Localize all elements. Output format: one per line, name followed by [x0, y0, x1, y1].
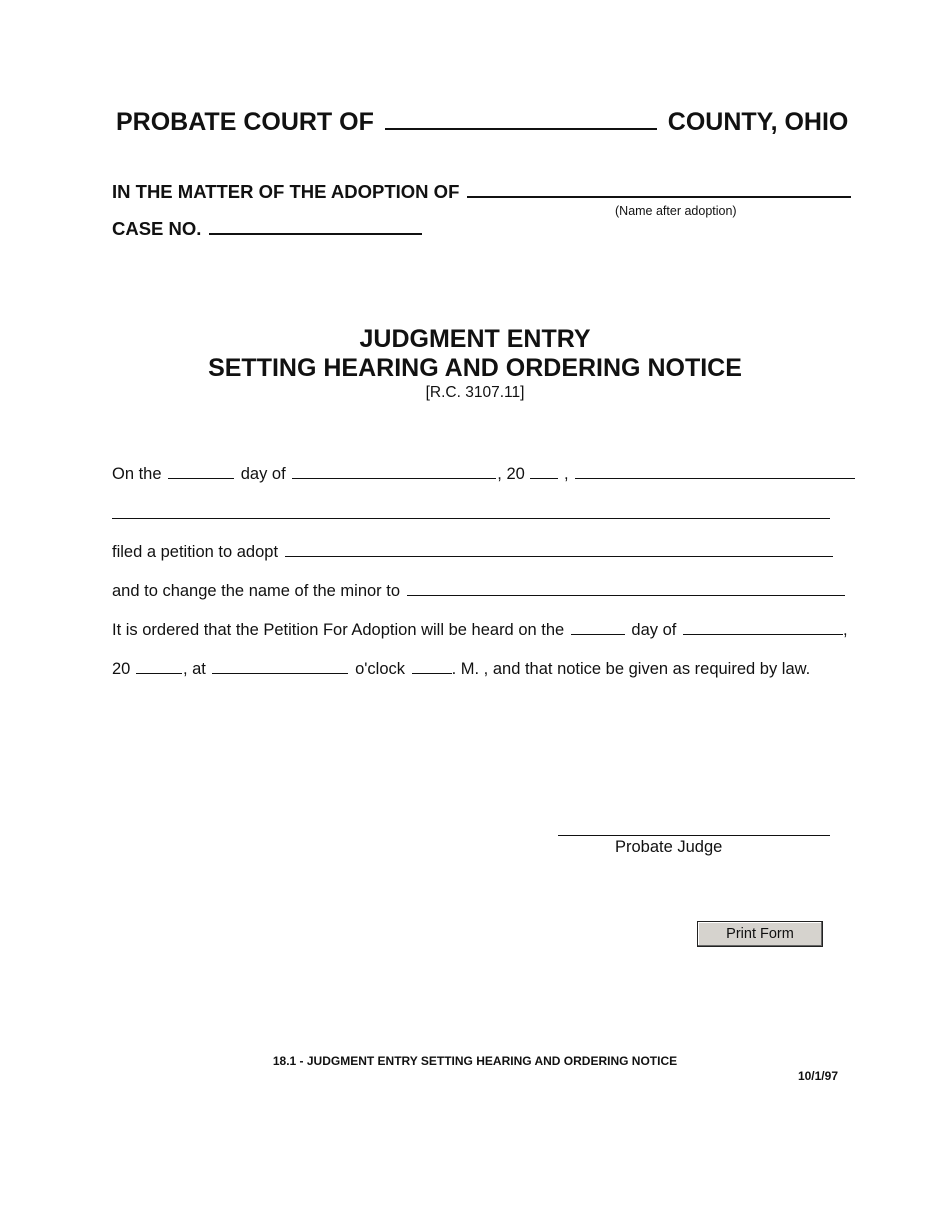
- footer-revision-date: 10/1/97: [797, 1069, 838, 1083]
- court-suffix: COUNTY, OHIO: [667, 108, 849, 136]
- hearing-time-blank[interactable]: [212, 672, 348, 674]
- at-label: , at: [182, 660, 206, 678]
- petition-line: [112, 543, 833, 562]
- am-pm-blank[interactable]: [412, 672, 452, 674]
- name-change-line: [112, 582, 845, 601]
- petition-label: filed a petition to adopt: [112, 543, 279, 561]
- probate-judge-label: Probate Judge: [615, 838, 723, 856]
- case-number-blank[interactable]: [209, 232, 422, 235]
- adoption-matter-line: [112, 181, 851, 203]
- case-number-line: [112, 218, 422, 240]
- oclock-label: o'clock: [355, 660, 405, 678]
- case-label: CASE NO.: [112, 218, 202, 239]
- petitioner-continuation-blank[interactable]: [112, 517, 830, 519]
- statute-reference: [R.C. 3107.11]: [425, 384, 525, 401]
- title-line-1: JUDGMENT ENTRY: [359, 325, 591, 353]
- hearing-year-prefix: 20: [112, 660, 131, 678]
- filing-month-blank[interactable]: [292, 477, 496, 479]
- county-name-blank[interactable]: [385, 127, 657, 130]
- new-name-blank[interactable]: [407, 594, 845, 596]
- hearing-order-label: It is ordered that the Petition For Adoption will be heard on the: [112, 621, 565, 639]
- comma-label: ,: [564, 465, 569, 483]
- filing-day-blank[interactable]: [168, 477, 234, 479]
- print-form-button[interactable]: Print Form: [697, 921, 823, 947]
- on-the-label: On the: [112, 465, 162, 483]
- court-heading: [116, 108, 848, 137]
- judge-signature-line[interactable]: [558, 835, 830, 836]
- matter-label: IN THE MATTER OF THE ADOPTION OF: [112, 181, 460, 202]
- notice-label: . M. , and that notice be given as required by law.: [451, 660, 811, 678]
- petitioner-name-blank[interactable]: [575, 477, 855, 479]
- hearing-day-of-label: day of: [631, 621, 677, 639]
- footer-form-title: 18.1 - JUDGMENT ENTRY SETTING HEARING AND ORDERING NOTICE: [272, 1054, 678, 1068]
- hearing-time-line: [112, 660, 810, 679]
- name-change-label: and to change the name of the minor to: [112, 582, 401, 600]
- filing-year-blank[interactable]: [530, 477, 558, 479]
- name-after-adoption-caption: (Name after adoption): [615, 204, 737, 218]
- minor-name-blank[interactable]: [285, 555, 833, 557]
- hearing-year-blank[interactable]: [136, 672, 182, 674]
- title-line-2: SETTING HEARING AND ORDERING NOTICE: [208, 354, 742, 382]
- hearing-comma-label: ,: [842, 621, 848, 639]
- document-title: [0, 325, 950, 403]
- petitioner-continuation-line: [112, 505, 830, 524]
- day-of-label: day of: [240, 465, 286, 483]
- year-prefix-label: , 20: [497, 465, 525, 483]
- court-prefix: PROBATE COURT OF: [116, 108, 374, 136]
- hearing-order-line: [112, 621, 848, 640]
- hearing-day-blank[interactable]: [571, 633, 625, 635]
- adoptee-name-blank[interactable]: [467, 195, 851, 198]
- hearing-month-blank[interactable]: [683, 633, 843, 635]
- filing-date-line: [112, 465, 855, 484]
